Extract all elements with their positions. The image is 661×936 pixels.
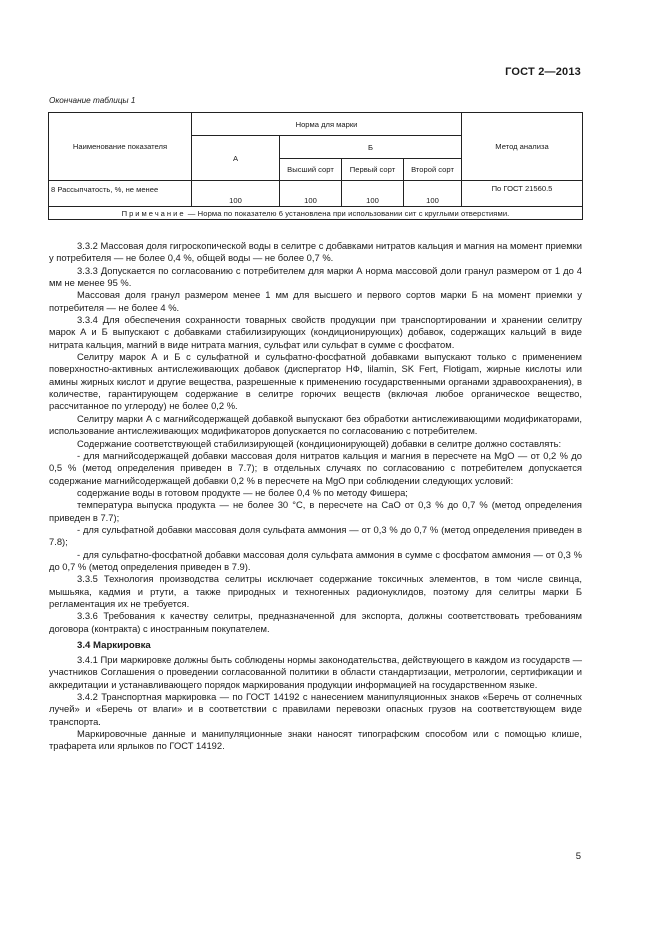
- header-grade-a: А: [192, 136, 280, 181]
- page-number: 5: [575, 851, 581, 862]
- paragraph: - для сульфатной добавки массовая доля сульфата аммония — от 0,3 % до 0,7 % (метод определения приведен в 7.8);: [49, 523, 582, 548]
- row-value-second: 100: [404, 181, 462, 207]
- note-text: — Норма по показателю 6 установлена при использовании сит с круглыми отверстиями.: [185, 208, 510, 218]
- row-indicator-name: 8 Рассыпчатость, %, не менее: [49, 181, 192, 207]
- note-label: Примечание: [121, 208, 186, 218]
- row-value-high: 100: [280, 181, 342, 207]
- paragraph: температура выпуска продукта — не более 30 °С, в пересчете на СаО от 0,3 % до 0,7 % (метод определения приведен в 7.7);: [49, 499, 582, 523]
- section-title: 3.4 Маркировка: [77, 640, 151, 651]
- paragraph: - для сульфатно-фосфатной добавки массовая доля сульфата аммония в сумме с фосфатом аммония — от 0,3 % до 0,7 % (метод определения приведен в 7.9).: [49, 548, 582, 572]
- paragraph: Содержание соответствующей стабилизирующей (кондиционирующей) добавки в селитре должно составлять:: [77, 437, 562, 449]
- paragraph: - для магнийсодержащей добавки массовая доля нитратов кальция и магния в пересчете на MgO — от 0,2 % до 0,5 % (метод определения приведен в 7.7); в отдельных случаях по согласованию с потребителем допускается содержание магнийсодержащей добавки 0,2 % в пересчете на MgO при соблюдении следующих условий:: [49, 449, 582, 486]
- header-method-col: Метод анализа: [462, 113, 583, 181]
- paragraph: Массовая доля гранул размером менее 1 мм для высшего и первого сортов марки Б на момент приемки у потребителя — не более 4 %.: [49, 289, 582, 313]
- document-body: [49, 240, 582, 753]
- table-caption: Окончание таблицы 1: [49, 96, 136, 105]
- paragraph: содержание воды в готовом продукте — не более 0,4 % по методу Фишера;: [77, 486, 408, 498]
- paragraph: 3.3.5 Технология производства селитры исключает содержание токсичных элементов, в том числе свинца, мышьяка, кадмия и ртути, а также природных и техногенных радионуклидов, поэтому для селитры марки Б регламентация их не требуется.: [49, 573, 582, 609]
- header-sort-first: Первый сорт: [342, 159, 404, 181]
- row-value-first: 100: [342, 181, 404, 207]
- paragraph: Маркировочные данные и манипуляционные знаки наносят типографским способом или с помощью клише, трафарета или ярлыков по ГОСТ 14192.: [49, 728, 582, 752]
- indicator-table: [48, 112, 583, 220]
- header-norm-group: Норма для марки: [192, 113, 462, 136]
- row-value-a: 100: [192, 181, 280, 207]
- paragraph: 3.4.2 Транспортная маркировка — по ГОСТ 14192 с нанесением манипуляционных знаков «Беречь от солнечных лучей» и «Беречь от влаги» и в соответствии с правилами перевозки опасных грузов на соответствующем виде транспорта.: [49, 691, 582, 727]
- paragraph: Селитру марок А и Б с сульфатной и сульфатно-фосфатной добавками выпускают только с применением поверхностно-активных антислеживающих добавок (диспергатор НФ, lilamin, SK Fert, Flotigam, жирные кислоты или амины жирных кислот и другие вещества, разрешенные к применению государственными органами здравоохранения), в количестве, гарантирующем содержание в селитре горючих веществ (включая любое органическое вещество, рассчитанное по углероду) не более 0,2 %.: [49, 351, 582, 412]
- header-grade-b: Б: [280, 136, 462, 159]
- row-method: По ГОСТ 21560.5: [462, 181, 583, 207]
- header-name-col: Наименование показателя: [49, 113, 192, 181]
- paragraph: 3.3.6 Требования к качеству селитры, предназначенной для экспорта, должны соответствовать требованиям договора (контракта) с иностранным покупателем.: [49, 610, 582, 634]
- paragraph: 3.4.1 При маркировке должны быть соблюдены нормы законодательства, действующего в каждом из государств — участников Соглашения о проведении согласованной политики в области стандартизации, метрологии, сертификации и аккредитации и устанавливающего порядок маркирования продукции информацией на государственном языке.: [49, 654, 582, 690]
- paragraph: 3.3.2 Массовая доля гигроскопической воды в селитре с добавками нитратов кальция и магния на момент приемки у потребителя — не более 0,4 %, общей воды — не более 0,7 %.: [49, 240, 582, 264]
- paragraph: 3.3.3 Допускается по согласованию с потребителем для марки А норма массовой доли гранул размером от 1 до 4 мм не менее 95 %.: [49, 264, 582, 289]
- table-note: [49, 207, 583, 220]
- paragraph: 3.3.4 Для обеспечения сохранности товарных свойств продукции при транспортировании и хранении селитру марок А и Б выпускают с добавками стабилизирующих (кондиционирующих) добавок, содержащих кальций в виде нитрата кальция, магний в виде нитрата магния, сульфат или сульфат в сумме с фосфатом.: [49, 314, 582, 350]
- header-sort-second: Второй сорт: [404, 159, 462, 181]
- header-sort-high: Высший сорт: [280, 159, 342, 181]
- paragraph: Селитру марки А с магнийсодержащей добавкой выпускают без обработки антислеживающими модификаторами, использование антислеживающих модификаторов допускается по согласованию с потребителем.: [49, 412, 582, 437]
- document-code: ГОСТ 2—2013: [505, 66, 581, 78]
